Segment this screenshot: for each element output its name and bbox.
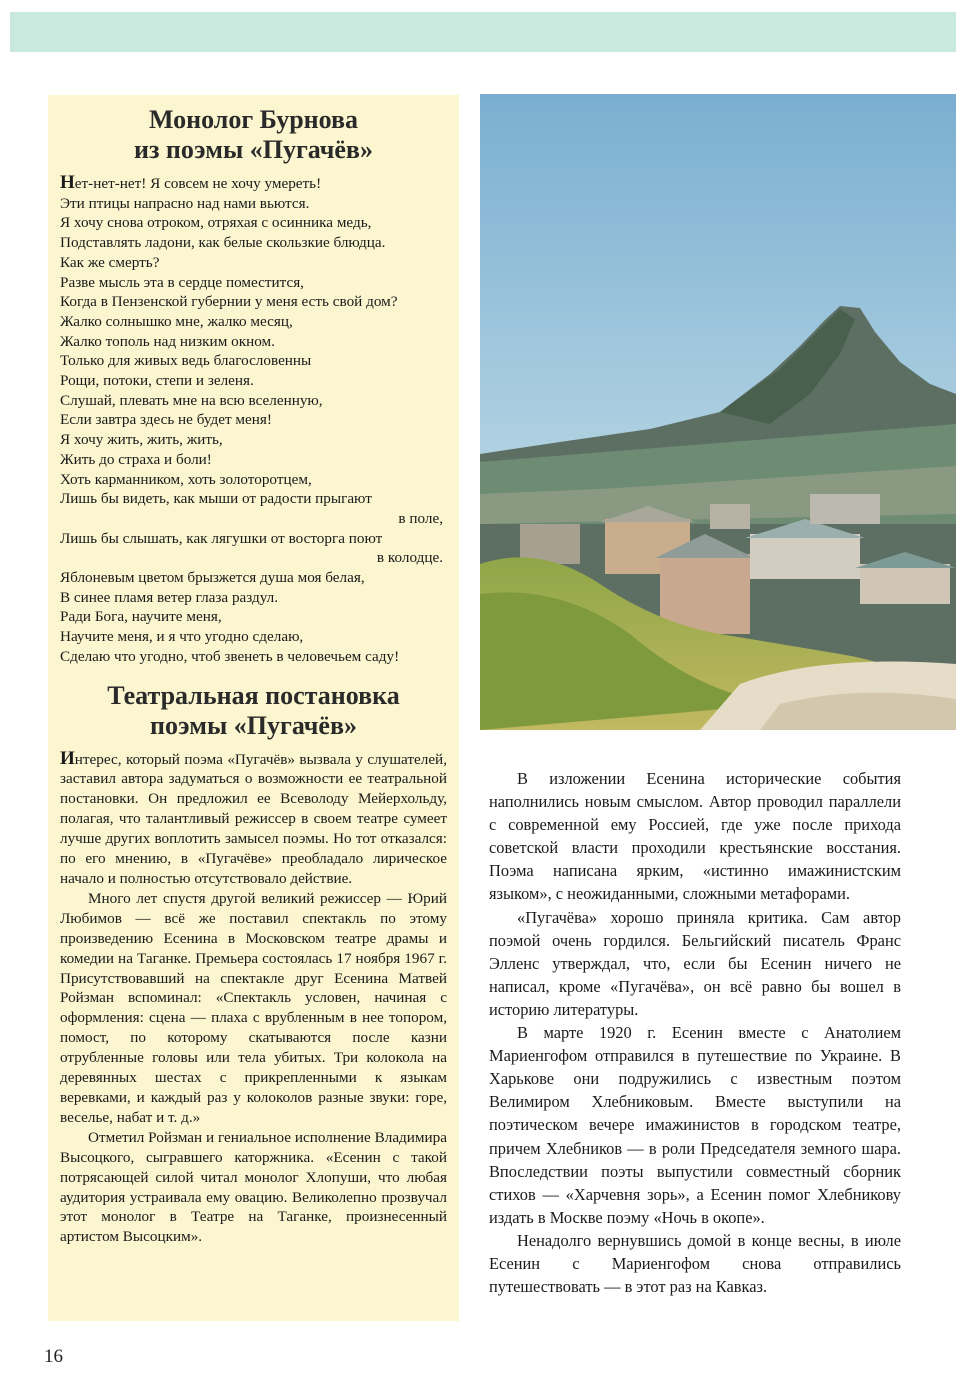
theatre-paragraph-1 [60,749,447,889]
poem-line: Научите меня, и я что угодно сделаю, [60,628,304,646]
poem-line [60,173,447,194]
poem-line: Подставлять ладони, как белые скользкие блюдца. [60,234,386,252]
monologue-title-line-2: из поэмы «Пугачёв» [134,135,373,164]
poem-line: Жалко солнышко мне, жалко месяц, [60,312,293,330]
poem-line: Жалко тополь над низким окном. [60,332,275,350]
poem-line: Ради Бога, научите меня, [60,608,222,626]
poem-line: Я хочу снова отроком, отряхая с осинника медь, [60,214,372,232]
poem-line: Я хочу жить, жить, жить, [60,431,223,449]
theatre-paragraph-2: Много лет спустя другой великий режиссер — Юрий Любимов — всё же поставил спектакль по этому произведению Есенина в Московском театре драмы и комедии на Таганке. Премьера состоялась 17 ноября 1967 г. Присутствовавший на спектакле друг Есенина Матвей Ройзман вспоминал: «Спектакль условен, начиная с оформления: сцена — плаха с врубленным в нее топором, помост, по которому скатываются после казни отрубленные головы или тела убитых. Три колокола на деревянных шестах с прикрепленными к языкам веревками, и каждый раз у колоколов разные звуки: горе, веселье, набат и т. д.» [60,889,447,1126]
main-paragraph-3: В марте 1920 г. Есенин вместе с Анатолием Мариенгофом отправился в путешествие по Украине. В Харькове они подружились с известным поэтом Велимиром Хлебниковым. Вместе выступили на поэтическом вечере имажинистов в городском театре, причем Хлебников — в роли Председателя земного шара. Впоследствии поэты выпустили совместный сборник стихов — «Харчевня зорь», а Есенин помог Хлебникову издать в Москве поэму «Ночь в окопе». [489,1023,901,1227]
poem-line: Яблоневым цветом брызжется душа моя белая, [60,569,365,587]
poem-line-continuation: в поле, [398,509,443,527]
main-paragraph-2: «Пугачёва» хорошо приняла критика. Сам автор поэмой очень гордился. Бельгийский писатель Франс Элленс утверждал, что, если бы Есенин ничего не написал, кроме «Пугачёва», он всё равно бы вошел в историю литературы. [489,907,901,1019]
poem-line: Рощи, потоки, степи и зеленя. [60,372,254,390]
monologue-title-line-1: Монолог Бурнова [148,105,359,134]
poem-line: Лишь бы видеть, как мыши от радости прыгают [60,490,372,508]
theatre-title [60,681,447,741]
sidebar-box [48,95,459,1321]
poem-line: Когда в Пензенской губернии у меня есть свой дом? [60,293,398,311]
theatre-paragraph-3: Отметил Ройзман и гениальное исполнение Владимира Высоцкого, сыгравшего каторжника. «Есенин с такой потрясающей силой читал монолог Хлопуши, что любая аудитория устраивала ему овацию. Великолепно прозвучал этот монолог в Театре на Таганке, произнесенный артистом Высоцким». [60,1128,447,1246]
poem-line: Разве мысль эта в сердце поместится, [60,273,304,291]
theatre-title-line-2: поэмы «Пугачёв» [149,710,358,740]
poem-line: Жить до страха и боли! [60,450,212,468]
theatre-title-line-1: Театральная постановка [107,680,400,710]
main-text-column [489,767,901,1298]
theatre-paragraph-1-text: нтерес, который поэма «Пугачёв» вызвала у слушателей, заставил автора задуматься о возможности ее театральной постановки. Он предложил ее Всеволоду Мейерхольду, полагая, что талантливый режиссер в своем театре сумеет лучше других воплотить замысел поэмы. Но тот отказался: по его мнению, в «Пугачёве» преобладало лирическое начало и полностью отсутствовало действие. [60,750,447,888]
monologue-title [60,105,447,165]
poem-line: Лишь бы слышать, как лягушки от восторга поют [60,529,383,547]
poem-line: Только для живых ведь благословенны [60,352,312,370]
poem-line: Сделаю что угодно, чтоб звенеть в человечьем саду! [60,647,400,665]
poem-line: Слушай, плевать мне на всю вселенную, [60,391,323,409]
poem [60,173,447,667]
poem-drop-letter: Н [60,172,75,193]
poem-line: Хоть карманником, хоть золоторотцем, [60,470,312,488]
poem-first-line: ет-нет-нет! Я совсем не хочу умереть! [74,175,322,192]
poem-line: В синее пламя ветер глаза раздул. [60,588,279,606]
poem-line: Если завтра здесь не будет меня! [60,411,272,429]
landscape-painting [480,94,956,730]
poem-line: Как же смерть? [60,253,160,271]
main-paragraph-4: Ненадолго вернувшись домой в конце весны, в июле Есенин с Мариенгофом снова отправились путешествовать — в этот раз на Кавказ. [489,1230,901,1297]
main-paragraph-1: В изложении Есенина исторические события наполнились новым смыслом. Автор проводил параллели с современной ему Россией, где уже после прихода советской власти проходили крестьянские восстания. Поэма написана ярким, «истинно имажинистским языком», с неожиданными, сложными метафорами. [489,769,901,904]
poem-line: Эти птицы напрасно над нами вьются. [60,194,310,212]
paragraph-drop-letter: И [60,747,75,769]
page-number: 16 [44,1346,63,1367]
poem-line-continuation: в колодце. [376,549,443,567]
top-decorative-band [10,12,956,52]
